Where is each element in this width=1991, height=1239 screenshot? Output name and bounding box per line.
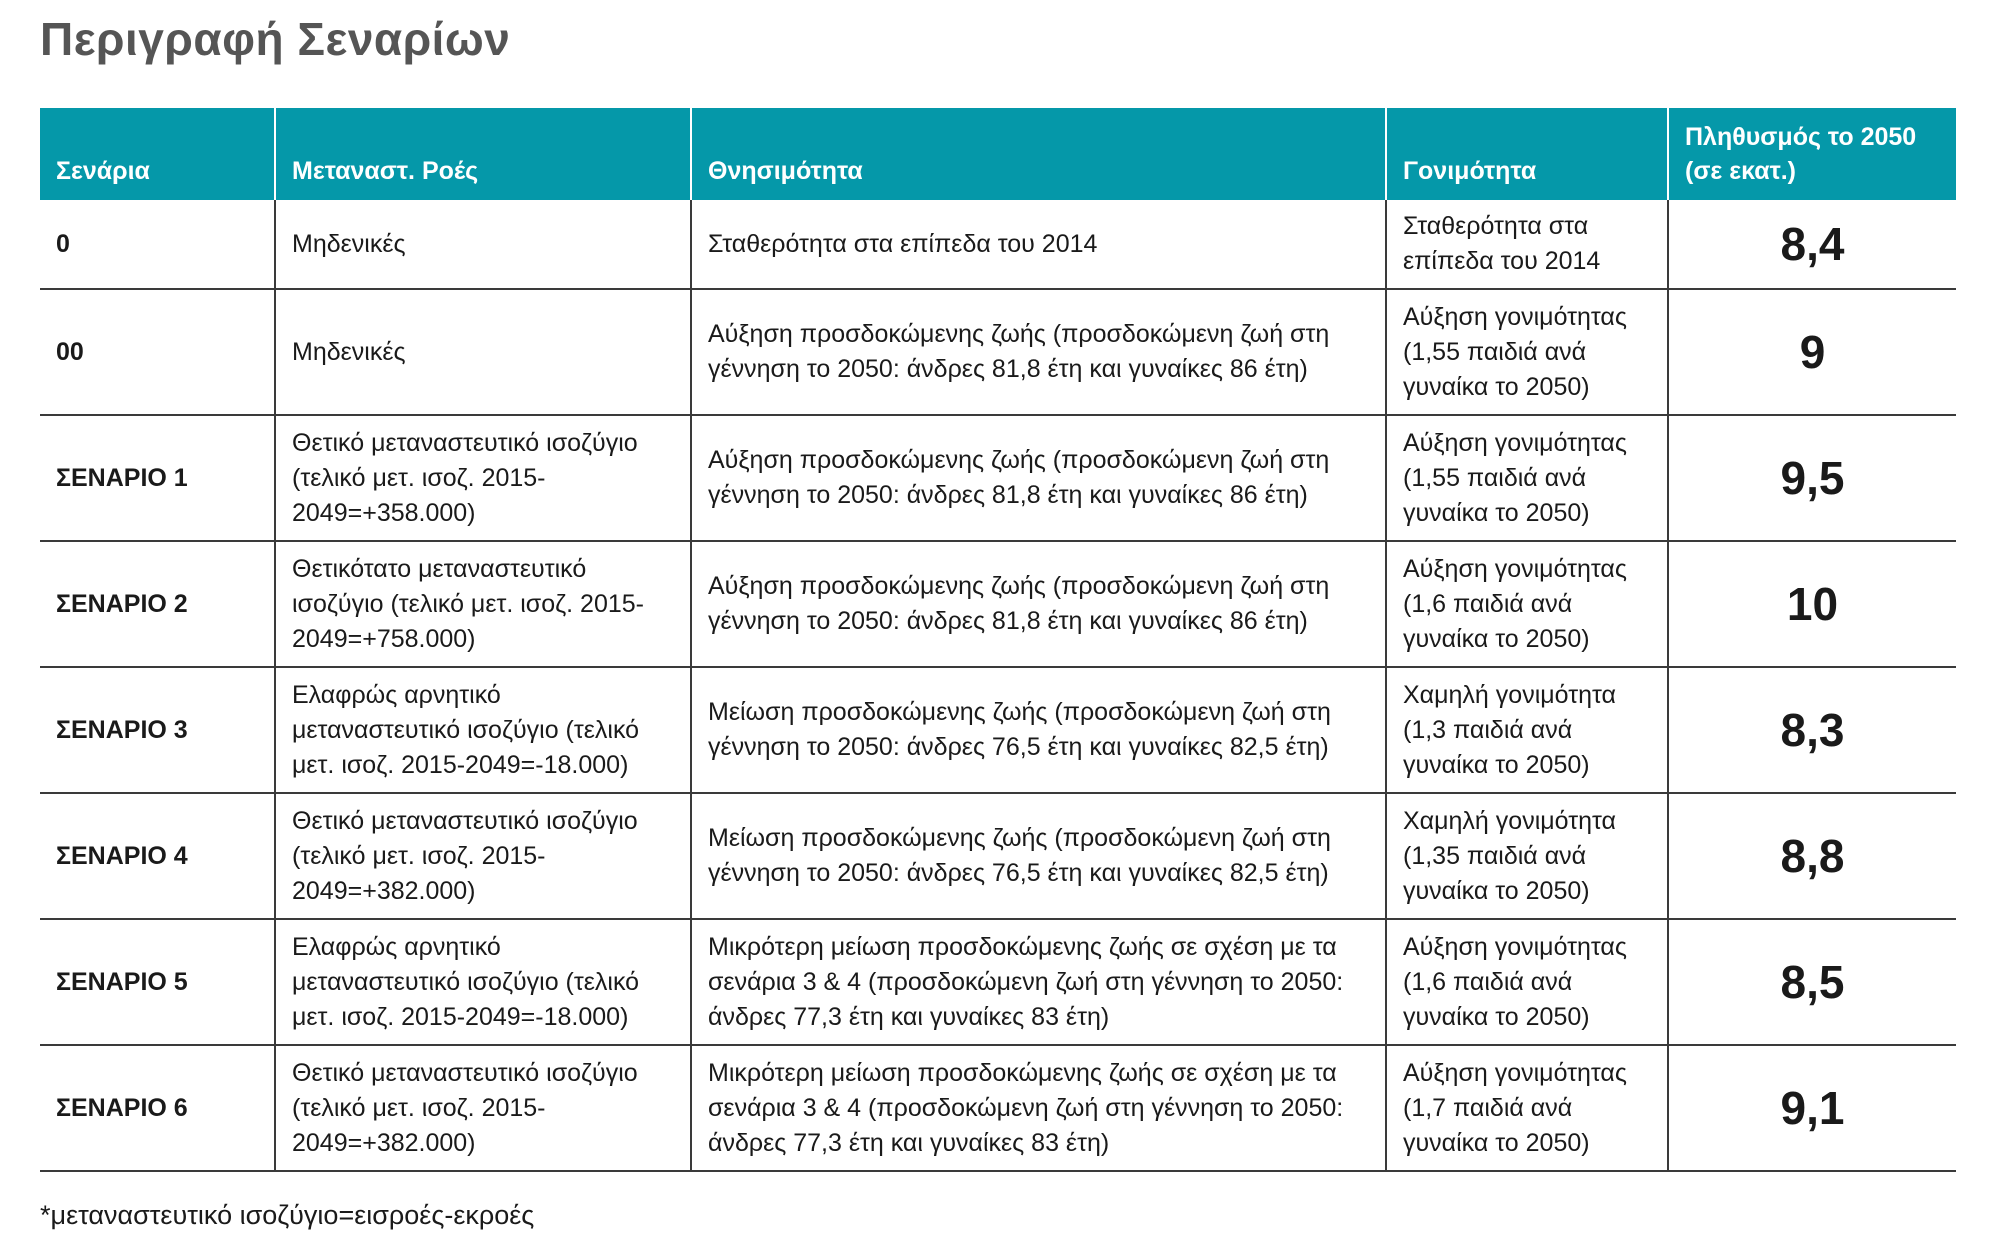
cell-migration: Θετικό μεταναστευτικό ισοζύγιο (τελικό μετ. ισοζ. 2015-2049=+358.000) — [275, 415, 691, 541]
cell-population: 8,4 — [1668, 200, 1956, 289]
cell-mortality: Μείωση προσδοκώμενης ζωής (προσδοκώμενη ζωή στη γέννηση το 2050: άνδρες 76,5 έτη και γυναίκες 82,5 έτη) — [691, 793, 1386, 919]
cell-migration: Μηδενικές — [275, 289, 691, 415]
cell-population: 8,3 — [1668, 667, 1956, 793]
cell-migration: Θετικό μεταναστευτικό ισοζύγιο (τελικό μετ. ισοζ. 2015-2049=+382.000) — [275, 793, 691, 919]
cell-scenario: 0 — [56, 229, 70, 258]
cell-population: 10 — [1668, 541, 1956, 667]
cell-fertility: Αύξηση γονιμότητας (1,6 παιδιά ανά γυναίκα το 2050) — [1386, 919, 1668, 1045]
cell-population: 9,1 — [1668, 1045, 1956, 1171]
cell-mortality: Αύξηση προσδοκώμενης ζωής (προσδοκώμενη ζωή στη γέννηση το 2050: άνδρες 81,8 έτη και γυναίκες 86 έτη) — [691, 289, 1386, 415]
table-row — [40, 415, 1956, 541]
header-scenario: Σενάρια — [56, 157, 150, 185]
table-row — [40, 1045, 1956, 1171]
cell-population: 8,5 — [1668, 919, 1956, 1045]
cell-fertility: Σταθερότητα στα επίπεδα του 2014 — [1386, 200, 1668, 289]
cell-mortality: Αύξηση προσδοκώμενης ζωής (προσδοκώμενη ζωή στη γέννηση το 2050: άνδρες 81,8 έτη και γυναίκες 86 έτη) — [691, 415, 1386, 541]
footnote: *μεταναστευτικό ισοζύγιο=εισροές-εκροές — [40, 1200, 535, 1230]
table-row — [40, 200, 1956, 289]
cell-scenario: ΣΕΝΑΡΙΟ 5 — [56, 967, 188, 996]
cell-fertility: Αύξηση γονιμότητας (1,55 παιδιά ανά γυναίκα το 2050) — [1386, 415, 1668, 541]
cell-mortality: Μικρότερη μείωση προσδοκώμενης ζωής σε σχέση με τα σενάρια 3 & 4 (προσδοκώμενη ζωή στη γέννηση το 2050: άνδρες 77,3 έτη και γυναίκες 83 έτη) — [691, 1045, 1386, 1171]
cell-fertility: Αύξηση γονιμότητας (1,55 παιδιά ανά γυναίκα το 2050) — [1386, 289, 1668, 415]
table-row — [40, 667, 1956, 793]
cell-mortality: Μείωση προσδοκώμενης ζωής (προσδοκώμενη ζωή στη γέννηση το 2050: άνδρες 76,5 έτη και γυναίκες 82,5 έτη) — [691, 667, 1386, 793]
cell-fertility: Χαμηλή γονιμότητα (1,3 παιδιά ανά γυναίκα το 2050) — [1386, 667, 1668, 793]
table-header — [40, 108, 1956, 200]
cell-fertility: Αύξηση γονιμότητας (1,6 παιδιά ανά γυναίκα το 2050) — [1386, 541, 1668, 667]
cell-scenario: ΣΕΝΑΡΙΟ 4 — [56, 841, 188, 870]
cell-mortality: Αύξηση προσδοκώμενης ζωής (προσδοκώμενη ζωή στη γέννηση το 2050: άνδρες 81,8 έτη και γυναίκες 86 έτη) — [691, 541, 1386, 667]
cell-migration: Μηδενικές — [275, 200, 691, 289]
cell-mortality: Μικρότερη μείωση προσδοκώμενης ζωής σε σχέση με τα σενάρια 3 & 4 (προσδοκώμενη ζωή στη γέννηση το 2050: άνδρες 77,3 έτη και γυναίκες 83 έτη) — [691, 919, 1386, 1045]
table-body — [40, 200, 1956, 1171]
cell-scenario: ΣΕΝΑΡΙΟ 6 — [56, 1093, 188, 1122]
table-row — [40, 793, 1956, 919]
table-row — [40, 289, 1956, 415]
table-row — [40, 541, 1956, 667]
cell-scenario: ΣΕΝΑΡΙΟ 2 — [56, 589, 188, 618]
header-fertility: Γονιμότητα — [1386, 108, 1668, 200]
cell-population: 8,8 — [1668, 793, 1956, 919]
cell-mortality: Σταθερότητα στα επίπεδα του 2014 — [691, 200, 1386, 289]
header-population-line1: Πληθυσμός το 2050 — [1685, 123, 1917, 151]
cell-scenario: 00 — [56, 337, 84, 366]
cell-migration: Θετικότατο μεταναστευτικό ισοζύγιο (τελικό μετ. ισοζ. 2015- 2049=+758.000) — [275, 541, 691, 667]
cell-fertility: Αύξηση γονιμότητας (1,7 παιδιά ανά γυναίκα το 2050) — [1386, 1045, 1668, 1171]
page-title: Περιγραφή Σεναρίων — [40, 13, 511, 65]
cell-scenario: ΣΕΝΑΡΙΟ 1 — [56, 463, 188, 492]
table-row — [40, 919, 1956, 1045]
cell-fertility: Χαμηλή γονιμότητα (1,35 παιδιά ανά γυναίκα το 2050) — [1386, 793, 1668, 919]
cell-migration: Θετικό μεταναστευτικό ισοζύγιο (τελικό μετ. ισοζ. 2015-2049=+382.000) — [275, 1045, 691, 1171]
scenarios-table — [40, 108, 1956, 1172]
header-population — [1668, 108, 1956, 200]
cell-scenario: ΣΕΝΑΡΙΟ 3 — [56, 715, 188, 744]
header-migration: Μεταναστ. Ροές — [275, 108, 691, 200]
cell-migration: Ελαφρώς αρνητικό μεταναστευτικό ισοζύγιο (τελικό μετ. ισοζ. 2015-2049=-18.000) — [275, 667, 691, 793]
cell-population: 9,5 — [1668, 415, 1956, 541]
header-mortality: Θνησιμότητα — [691, 108, 1386, 200]
cell-population: 9 — [1668, 289, 1956, 415]
cell-migration: Ελαφρώς αρνητικό μεταναστευτικό ισοζύγιο (τελικό μετ. ισοζ. 2015-2049=-18.000) — [275, 919, 691, 1045]
header-row — [40, 108, 1956, 200]
header-population-line2: (σε εκατ.) — [1685, 157, 1797, 185]
